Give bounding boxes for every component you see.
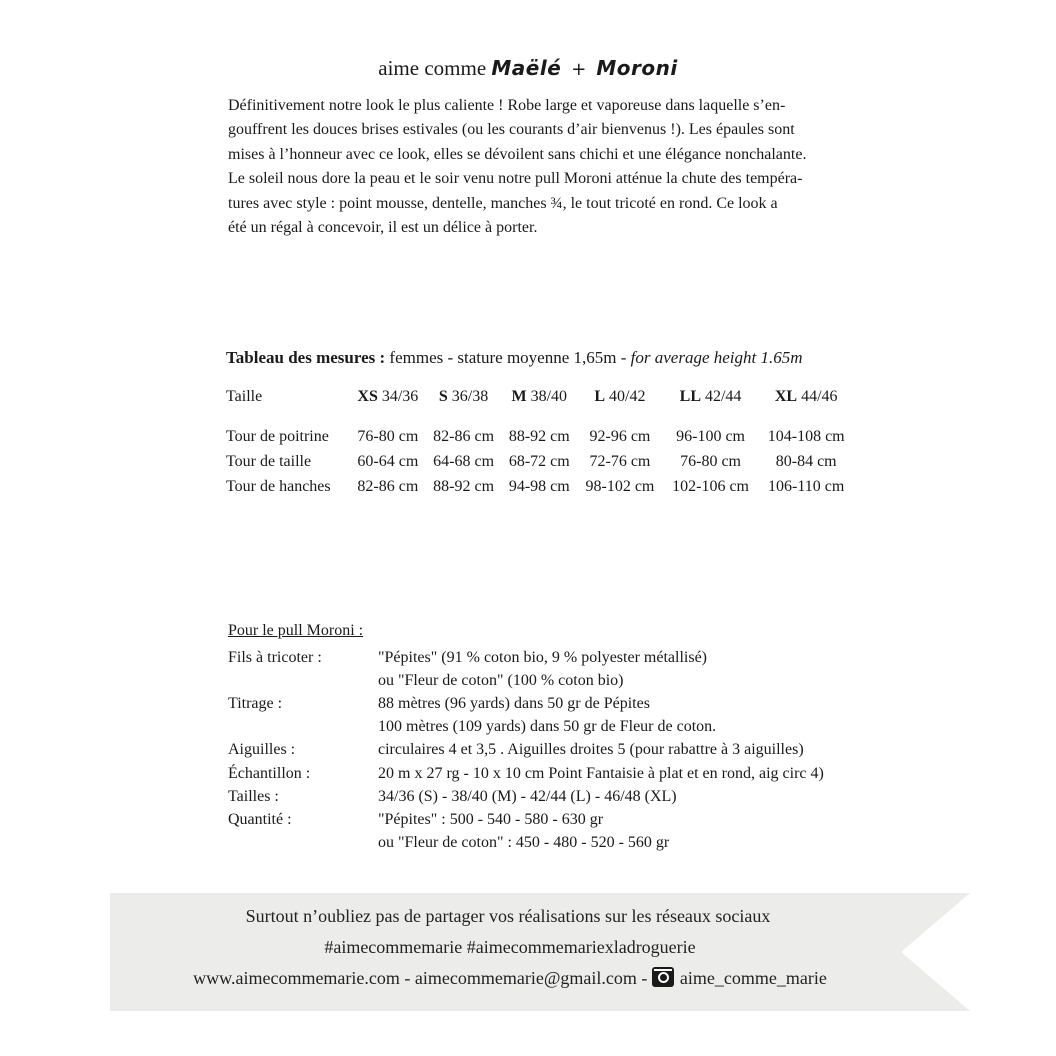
title-prefix: aime comme [378, 56, 487, 80]
spec-key: Titrage : [228, 694, 283, 712]
table-cell: 106-110 cm [768, 477, 845, 495]
spec-key: Échantillon : [228, 764, 311, 782]
spec-row [228, 785, 868, 808]
measures-heading [226, 348, 803, 368]
spec-value: 34/36 (S) - 38/40 (M) - 42/44 (L) - 46/48 (XL) [378, 787, 677, 805]
email-link[interactable]: aimecommemarie@gmail.com [414, 968, 637, 988]
measures-heading-bold: Tableau des mesures : [226, 348, 386, 367]
table-cell: 88-92 cm [508, 427, 570, 445]
size-header-cell: XL 44/46 [774, 388, 838, 405]
spec-row [228, 762, 868, 785]
spec-row [228, 646, 868, 669]
size-label: Taille [226, 388, 263, 405]
measures-heading-text: femmes - stature moyenne 1,65m - [389, 348, 627, 367]
spec-row [228, 669, 868, 692]
spec-value: ou "Fleur de coton" (100 % coton bio) [378, 671, 624, 689]
row-label: Tour de hanches [226, 477, 331, 495]
instagram-handle[interactable]: aime_comme_marie [679, 968, 827, 988]
spec-row [228, 739, 868, 762]
table-cell: 102-106 cm [672, 477, 749, 495]
size-header-cell: XS 34/36 [357, 388, 419, 405]
table-cell: 92-96 cm [589, 427, 651, 445]
footer-hashtags: #aimecommemarie #aimecommemariexladroguerie [324, 937, 696, 957]
page-title [0, 56, 1056, 81]
table-row [226, 474, 854, 499]
measures-heading-italic: for average height 1.65m [630, 348, 803, 367]
spec-row [228, 832, 868, 855]
spec-key: Quantité : [228, 810, 292, 828]
spec-value: 100 mètres (109 yards) dans 50 gr de Fleur de coton. [378, 718, 717, 736]
instagram-icon [652, 967, 674, 987]
table-cell: 60-64 cm [357, 452, 419, 470]
row-label: Tour de poitrine [226, 427, 329, 445]
spec-key [228, 669, 378, 692]
spec-value: "Pépites" (91 % coton bio, 9 % polyester métallisé) [378, 648, 707, 666]
table-row [226, 449, 854, 474]
size-header-cell: S 36/38 [438, 388, 489, 405]
spec-row [228, 716, 868, 739]
spec-value: circulaires 4 et 3,5 . Aiguilles droites 5 (pour rabattre à 3 aiguilles) [378, 741, 804, 759]
title-name-maele: Maëlé [491, 56, 562, 80]
table-cell: 96-100 cm [676, 427, 745, 445]
intro-line: tures avec style : point mousse, dentelle, manches ¾, le tout tricoté en rond. Ce look a [228, 194, 778, 212]
size-header-cell: LL 42/44 [679, 388, 742, 405]
intro-line: Le soleil nous dore la peau et le soir venu notre pull Moroni atténue la chute des tempéra- [228, 170, 803, 188]
intro-line: été un régal à concevoir, il est un délice à porter. [228, 219, 538, 237]
table-cell: 64-68 cm [433, 452, 495, 470]
table-row [226, 424, 854, 449]
pull-spec-table [228, 646, 868, 855]
table-cell: 82-86 cm [433, 427, 495, 445]
spec-key: Aiguilles : [228, 741, 296, 759]
table-cell: 98-102 cm [585, 477, 655, 495]
spec-row [228, 692, 868, 715]
title-name-moroni: Moroni [596, 56, 678, 80]
intro-line: Définitivement notre look le plus caliente ! Robe large et vaporeuse dans laquelle s’en- [228, 97, 786, 114]
table-cell: 82-86 cm [357, 477, 419, 495]
table-cell: 80-84 cm [775, 452, 837, 470]
footer-share-text: Surtout n’oubliez pas de partager vos réalisations sur les réseaux sociaux [245, 906, 771, 926]
pull-spec-title: Pour le pull Moroni : [228, 622, 364, 639]
table-cell: 76-80 cm [680, 452, 741, 470]
website-link[interactable]: www.aimecommemarie.com [193, 968, 400, 988]
table-cell: 94-98 cm [508, 477, 570, 495]
spec-value: 20 m x 27 rg - 10 x 10 cm Point Fantaisie à plat et en rond, aig circ 4) [378, 764, 824, 782]
table-cell: 88-92 cm [433, 477, 495, 495]
footer-separator: - [636, 968, 652, 988]
measures-table [226, 382, 854, 499]
footer-contact [110, 967, 910, 989]
size-header-cell: L 40/42 [594, 388, 646, 405]
table-cell: 68-72 cm [508, 452, 570, 470]
table-cell: 72-76 cm [589, 452, 651, 470]
spec-key: Fils à tricoter : [228, 648, 322, 666]
spec-key: Tailles : [228, 787, 279, 805]
spec-value: 88 mètres (96 yards) dans 50 gr de Pépites [378, 694, 650, 712]
intro-paragraph [228, 94, 850, 240]
spec-key [228, 716, 378, 739]
spec-value: ou "Fleur de coton" : 450 - 480 - 520 - 560 gr [378, 834, 670, 852]
size-header-row [226, 382, 854, 412]
table-cell: 104-108 cm [767, 427, 845, 445]
footer-separator: - [399, 968, 415, 988]
table-cell: 76-80 cm [357, 427, 419, 445]
intro-line: mises à l’honneur avec ce look, elles se dévoilent sans chichi et une élégance nonchalante. [228, 145, 807, 163]
title-plus: + [571, 59, 587, 80]
size-header-cell: M 38/40 [511, 388, 568, 405]
spec-key [228, 832, 378, 855]
intro-line: gouffrent les douces brises estivales (ou les courants d’air bienvenus !). Les épaules sont [228, 121, 795, 139]
row-label: Tour de taille [226, 452, 312, 470]
spec-value: "Pépites" : 500 - 540 - 580 - 630 gr [378, 810, 604, 828]
spec-row [228, 808, 868, 831]
